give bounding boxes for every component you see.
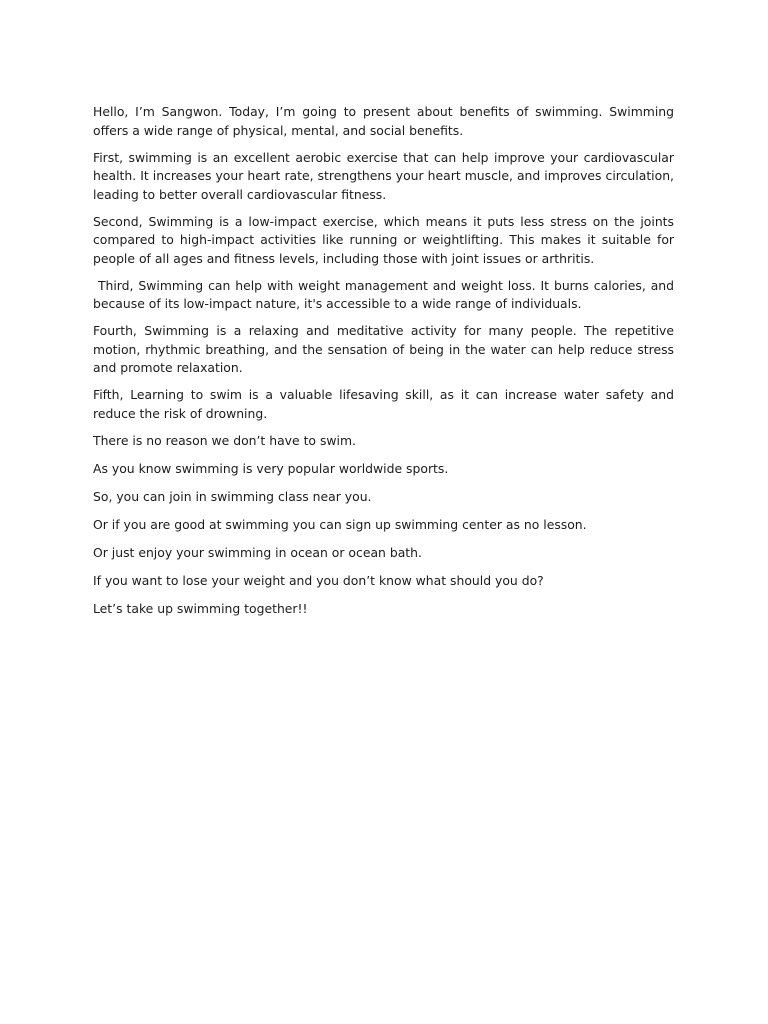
second-benefit-paragraph: Second, Swimming is a low-impact exercise, which means it puts less stress on the joints compared to high-impact activities like running or weightlifting. This makes it suitable for people of all ages and fitness levels, including those with joint issues or arthritis. (93, 213, 674, 266)
first-benefit-paragraph: First, swimming is an excellent aerobic exercise that can help improve your cardiovascular health. It increases your heart rate, strengthens your heart muscle, and improves circulation, leading to better overall cardiovascular fitness. (93, 149, 674, 202)
closing-line: Or if you are good at swimming you can sign up swimming center as no lesson. (93, 516, 587, 532)
intro-paragraph: Hello, I’m Sangwon. Today, I’m going to present about benefits of swimming. Swimming offers a wide range of physical, mental, and social benefits. (93, 104, 674, 138)
closing-line: So, you can join in swimming class near you. (93, 488, 372, 504)
closing-line: There is no reason we don’t have to swim. (93, 432, 356, 448)
closing-line: Let’s take up swimming together!! (93, 600, 308, 616)
closing-line: As you know swimming is very popular worldwide sports. (93, 460, 449, 476)
document-body (93, 103, 678, 628)
fifth-benefit-paragraph: Fifth, Learning to swim is a valuable lifesaving skill, as it can increase water safety and reduce the risk of drowning. (93, 387, 674, 421)
closing-line: If you want to lose your weight and you don’t know what should you do? (93, 572, 544, 588)
third-benefit-paragraph: Third, Swimming can help with weight management and weight loss. It burns calories, and because of its low-impact nature, it's accessible to a wide range of individuals. (93, 277, 678, 311)
fourth-benefit-paragraph: Fourth, Swimming is a relaxing and meditative activity for many people. The repetitive motion, rhythmic breathing, and the sensation of being in the water can help reduce stress and promote relaxation. (93, 323, 674, 375)
closing-line: Or just enjoy your swimming in ocean or ocean bath. (93, 544, 422, 560)
